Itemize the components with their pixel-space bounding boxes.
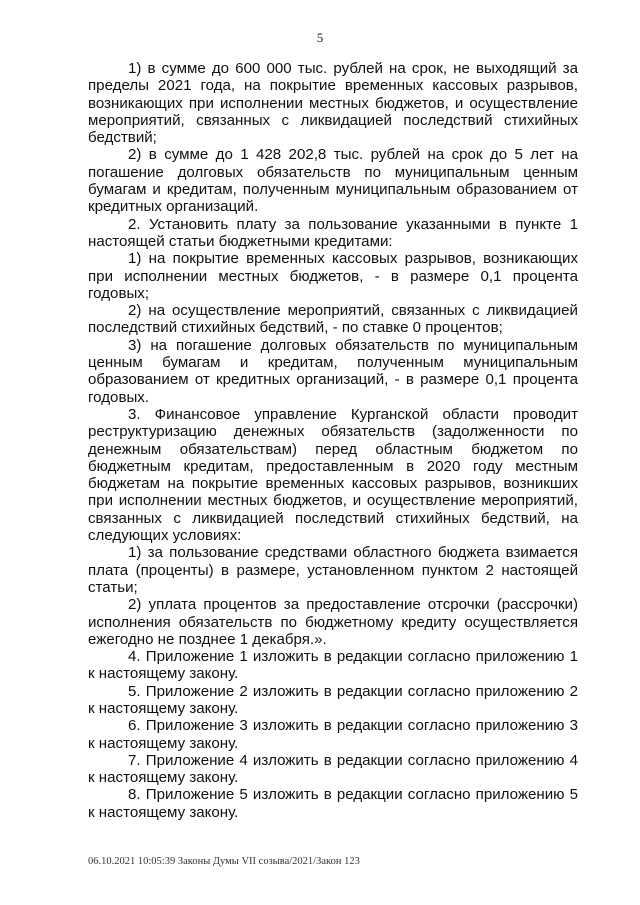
paragraph-2-3: 3) на погашение долговых обязательств по муниципальным ценным бумагам и кредитам, полученным муниципальным образованием от кредитных организаций, - в размере 0,1 процента годовых. <box>88 336 578 406</box>
paragraph-1-2: 2) в сумме до 1 428 202,8 тыс. рублей на срок до 5 лет на погашение долговых обязательств по муниципальным ценным бумагам и кредитам, полученным муниципальным образованием от кредитных организаций. <box>88 146 578 216</box>
paragraph-1-1: 1) в сумме до 600 000 тыс. рублей на срок, не выходящий за пределы 2021 года, на покрытие временных кассовых разрывов, возникающих при исполнении местных бюджетов, и осуществление мероприятий, связанных с ликвидацией последствий стихийных бедствий; <box>88 60 578 147</box>
document-body <box>88 60 578 821</box>
document-footer: 06.10.2021 10:05:39 Законы Думы VII созыва/2021/Закон 123 <box>88 856 360 867</box>
paragraph-2-2: 2) на осуществление мероприятий, связанных с ликвидацией последствий стихийных бедствий, - по ставке 0 процентов; <box>88 302 578 337</box>
paragraph-5: 5. Приложение 2 изложить в редакции согласно приложению 2 к настоящему закону. <box>88 682 578 717</box>
paragraph-3-1: 1) за пользование средствами областного бюджета взимается плата (проценты) в размере, установленном пунктом 2 настоящей статьи; <box>88 544 578 596</box>
paragraph-4: 4. Приложение 1 изложить в редакции согласно приложению 1 к настоящему закону. <box>88 648 578 683</box>
paragraph-3: 3. Финансовое управление Курганской области проводит реструктуризацию денежных обязательств (задолженности по денежным обязательствам) перед областным бюджетом по бюджетным кредитам, предоставленным в 2020 году местным бюджетам на покрытие временных кассовых разрывов, возникших при исполнении местных бюджетов, и осуществление мероприятий, связанных с ликвидацией последствий стихийных бедствий, на следующих условиях: <box>88 405 578 545</box>
paragraph-2: 2. Установить плату за пользование указанными в пункте 1 настоящей статьи бюджетными кредитами: <box>88 215 578 250</box>
paragraph-6: 6. Приложение 3 изложить в редакции согласно приложению 3 к настоящему закону. <box>88 717 578 752</box>
paragraph-2-1: 1) на покрытие временных кассовых разрывов, возникающих при исполнении местных бюджетов, - в размере 0,1 процента годовых; <box>88 250 578 302</box>
paragraph-3-2: 2) уплата процентов за предоставление отсрочки (рассрочки) исполнения обязательств по бюджетному кредиту осуществляется ежегодно не позднее 1 декабря.». <box>88 596 578 648</box>
page-number: 5 <box>316 30 324 45</box>
paragraph-7: 7. Приложение 4 изложить в редакции согласно приложению 4 к настоящему закону. <box>88 751 578 787</box>
paragraph-8: 8. Приложение 5 изложить в редакции согласно приложению 5 к настоящему закону. <box>88 786 578 821</box>
